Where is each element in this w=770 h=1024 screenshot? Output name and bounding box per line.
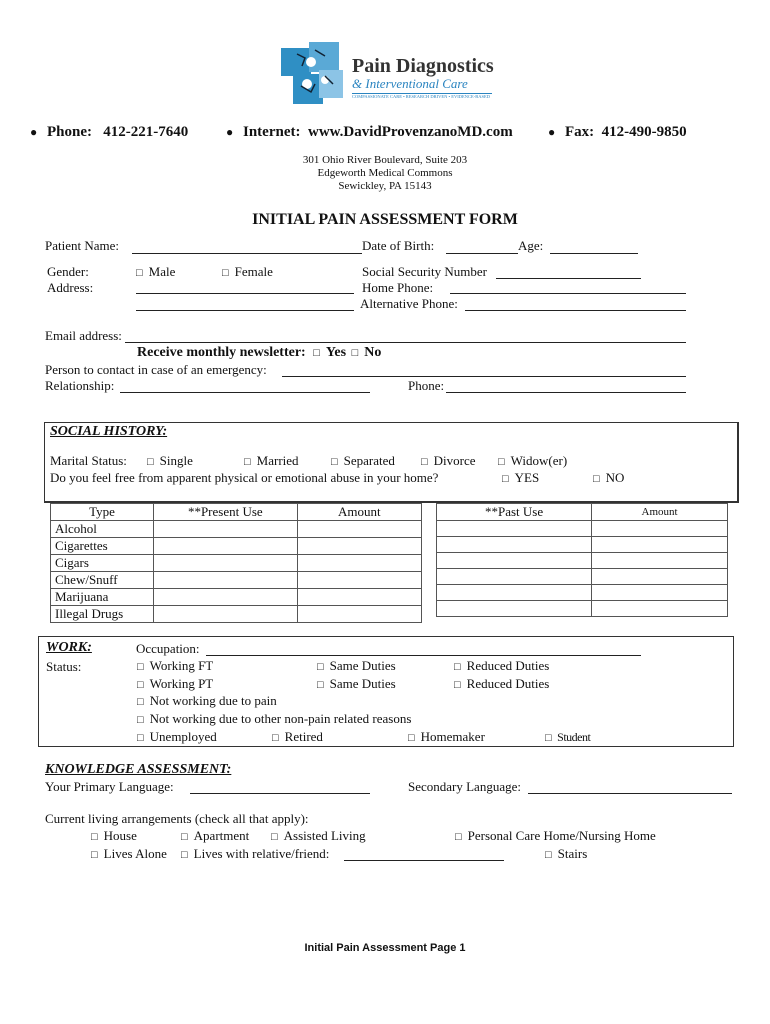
social-history-heading [50, 424, 167, 440]
internet-label: Internet: [243, 124, 301, 140]
address-line3: Sewickley, PA 15143 [338, 180, 432, 192]
clinic-address [0, 154, 770, 193]
address-line1: 301 Ohio River Boulevard, Suite 203 [302, 154, 468, 166]
apartment-checkbox[interactable]: □ Apartment [181, 828, 249, 844]
amount-cell[interactable] [297, 572, 421, 589]
email-label: Email address: [45, 328, 122, 343]
age-field[interactable] [550, 253, 638, 254]
age-label: Age: [518, 238, 544, 253]
present-cell[interactable] [153, 572, 297, 589]
amount-cell[interactable] [592, 553, 728, 569]
same-duties-pt-checkbox[interactable]: □ Same Duties [317, 676, 396, 692]
email-field[interactable] [125, 342, 686, 343]
separated-checkbox[interactable]: □ Separated [331, 453, 395, 469]
house-checkbox[interactable]: □ House [91, 828, 137, 844]
working-ft-checkbox[interactable]: □ Working FT [137, 658, 213, 674]
emergency-phone-label: Phone: [408, 378, 445, 393]
logo-text [352, 56, 494, 99]
table-row [51, 606, 422, 623]
logo-tagline: COMPASSIONATE CARE • RESEARCH DRIVEN • EVIDENCE-BASED [352, 94, 490, 99]
working-pt-checkbox[interactable]: □ Working PT [137, 676, 213, 692]
phone-contact [30, 124, 188, 141]
student-checkbox[interactable]: □ Student [545, 730, 590, 745]
fax-contact [548, 124, 687, 141]
row-cigarettes: Cigarettes [51, 538, 154, 555]
past-cell[interactable] [437, 585, 592, 601]
table-row [437, 585, 728, 601]
fax-label: Fax: [565, 124, 595, 140]
phone-label: Phone: [47, 124, 92, 140]
table-row [437, 601, 728, 617]
relationship-field[interactable] [120, 392, 370, 393]
table-row [51, 572, 422, 589]
present-use-table [50, 503, 422, 623]
fax-value: 412-490-9850 [601, 124, 687, 140]
work-heading: WORK: [46, 640, 92, 655]
female-checkbox[interactable]: □ Female [222, 264, 273, 280]
reduced-duties-ft-checkbox[interactable]: □ Reduced Duties [454, 658, 549, 674]
form-title: INITIAL PAIN ASSESSMENT FORM [252, 211, 518, 228]
dob-label: Date of Birth: [362, 238, 435, 253]
abuse-no-checkbox[interactable]: □ NO [593, 470, 624, 486]
gender-label: Gender: [47, 264, 89, 279]
col-type-header: Type [51, 504, 154, 521]
emergency-phone-field[interactable] [446, 392, 686, 393]
newsletter-label: Receive monthly newsletter: [137, 345, 306, 360]
occupation-field[interactable] [206, 655, 641, 656]
address-field-1[interactable] [136, 293, 354, 294]
past-cell[interactable] [437, 553, 592, 569]
page-footer: Initial Pain Assessment Page 1 [304, 942, 466, 954]
amount-cell[interactable] [297, 555, 421, 572]
primary-language-label: Your Primary Language: [45, 779, 174, 794]
newsletter-yes-checkbox[interactable]: □ Yes [313, 345, 346, 360]
same-duties-ft-checkbox[interactable]: □ Same Duties [317, 658, 396, 674]
not-working-pain-checkbox[interactable]: □ Not working due to pain [137, 693, 277, 709]
homemaker-checkbox[interactable]: □ Homemaker [408, 729, 485, 745]
amount-cell[interactable] [592, 601, 728, 617]
address-field-2[interactable] [136, 310, 354, 311]
widow-checkbox[interactable]: □ Widow(er) [498, 453, 567, 469]
logo-name-part1: Pain [352, 55, 391, 77]
amount-cell[interactable] [297, 606, 421, 623]
lives-with-checkbox[interactable]: □ Lives with relative/friend: [181, 846, 329, 862]
newsletter-no-checkbox[interactable]: □ No [352, 345, 382, 360]
occupation-label: Occupation: [136, 641, 200, 656]
logo-name-part2: Diagnostics [395, 55, 494, 77]
relationship-label: Relationship: [45, 378, 115, 393]
patient-name-field[interactable] [132, 253, 362, 254]
table-row [51, 589, 422, 606]
amount-cell[interactable] [297, 589, 421, 606]
stairs-checkbox[interactable]: □ Stairs [545, 846, 587, 862]
present-cell[interactable] [153, 521, 297, 538]
address-line2: Edgeworth Medical Commons [317, 167, 453, 179]
amount-cell[interactable] [297, 538, 421, 555]
amount-cell[interactable] [592, 537, 728, 553]
personal-care-checkbox[interactable]: □ Personal Care Home/Nursing Home [455, 828, 656, 844]
internet-contact [226, 124, 513, 141]
ssn-field[interactable] [496, 278, 641, 279]
amount-cell[interactable] [297, 521, 421, 538]
lives-with-field[interactable] [344, 860, 504, 861]
knowledge-heading: KNOWLEDGE ASSESSMENT: [45, 762, 232, 777]
married-checkbox[interactable]: □ Married [244, 453, 299, 469]
present-cell[interactable] [153, 538, 297, 555]
primary-language-field[interactable] [190, 793, 370, 794]
male-checkbox[interactable]: □ Male [136, 264, 175, 280]
secondary-language-label: Secondary Language: [408, 779, 521, 794]
puzzle-logo-icon [279, 40, 347, 110]
table-row [51, 521, 422, 538]
past-use-table [436, 503, 728, 617]
present-cell[interactable] [153, 589, 297, 606]
col-past-header: **Past Use [437, 504, 592, 521]
alt-phone-field[interactable] [465, 310, 686, 311]
ssn-label: Social Security Number [362, 264, 487, 279]
divorce-checkbox[interactable]: □ Divorce [421, 453, 476, 469]
single-checkbox[interactable]: □ Single [147, 453, 193, 469]
address-label: Address: [47, 280, 94, 295]
col-amount-header: Amount [297, 504, 421, 521]
assisted-living-checkbox[interactable]: □ Assisted Living [271, 828, 366, 844]
table-row [51, 555, 422, 572]
table-row [437, 521, 728, 537]
not-working-other-checkbox[interactable]: □ Not working due to other non-pain related reasons [137, 711, 411, 727]
amount-cell[interactable] [592, 521, 728, 537]
logo-subtitle: & Interventional Care [352, 76, 468, 91]
abuse-question: Do you feel free from apparent physical or emotional abuse in your home? [50, 470, 439, 485]
present-cell[interactable] [153, 606, 297, 623]
secondary-language-field[interactable] [528, 793, 732, 794]
table-row [437, 553, 728, 569]
row-chew-snuff: Chew/Snuff [51, 572, 154, 589]
retired-checkbox[interactable]: □ Retired [272, 729, 323, 745]
row-cigars: Cigars [51, 555, 154, 572]
past-cell[interactable] [437, 537, 592, 553]
internet-value: www.DavidProvenzanoMD.com [307, 124, 513, 140]
alt-phone-label: Alternative Phone: [360, 296, 458, 311]
home-phone-field[interactable] [450, 293, 686, 294]
unemployed-checkbox[interactable]: □ Unemployed [137, 729, 217, 745]
emergency-label: Person to contact in case of an emergency: [45, 362, 267, 377]
past-cell[interactable] [437, 601, 592, 617]
row-marijuana: Marijuana [51, 589, 154, 606]
past-cell[interactable] [437, 521, 592, 537]
emergency-field[interactable] [282, 376, 686, 377]
lives-alone-checkbox[interactable]: □ Lives Alone [91, 846, 167, 862]
amount-cell[interactable] [592, 585, 728, 601]
living-arrangements-label: Current living arrangements (check all that apply): [45, 811, 309, 826]
table-row [51, 538, 422, 555]
work-status-label: Status: [46, 659, 82, 674]
newsletter-row [137, 345, 381, 361]
abuse-yes-checkbox[interactable]: □ YES [502, 470, 539, 486]
social-history-title: SOCIAL HISTORY [50, 424, 163, 439]
marital-label: Marital Status: [50, 453, 127, 468]
patient-name-label: Patient Name: [45, 238, 120, 253]
phone-value: 412-221-7640 [103, 124, 189, 140]
table-row [437, 569, 728, 585]
home-phone-label: Home Phone: [362, 280, 434, 295]
col-amount2-header: Amount [592, 504, 728, 521]
past-cell[interactable] [437, 569, 592, 585]
social-history-colon: : [162, 424, 168, 439]
row-alcohol: Alcohol [51, 521, 154, 538]
row-illegal-drugs: Illegal Drugs [51, 606, 154, 623]
table-row [437, 537, 728, 553]
reduced-duties-pt-checkbox[interactable]: □ Reduced Duties [454, 676, 549, 692]
amount-cell[interactable] [592, 569, 728, 585]
col-present-header: **Present Use [153, 504, 297, 521]
dob-field[interactable] [446, 253, 518, 254]
present-cell[interactable] [153, 555, 297, 572]
